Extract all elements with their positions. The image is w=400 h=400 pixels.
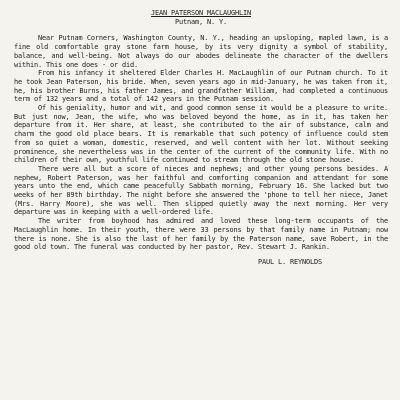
paragraph-1: Near Putnam Corners, Washington County, N. Y., heading an upsloping, mapled lawn, is a fine old comfortable gray stone farm house, by its very dignity a symbol of stability, balance, and well-being. Not always do our abodes delineate the character of the dwellers within. This one does - or did. <box>14 34 388 69</box>
paragraph-4: There were all but a score of nieces and nephews; and other young persons besides. A nephew, Robert Paterson, was her faithful and comforting companion and attendant for some years unto the end, which came peacefully Sabbath morning, February 16. She lacked but two weeks of her 89th birthday. The night before she answered the 'phone to tell her niece, Janet (Mrs. Harry Moore), she was well. Then slipped quietly away the next morning. Her very departure was in keeping with a well-ordered life. <box>14 164 388 217</box>
author-signature: PAUL L. REYNOLDS <box>258 257 322 266</box>
document-title: JEAN PATERSON MACLAUGHLIN <box>151 9 251 17</box>
paragraph-5: The writer from boyhood has admired and loved these long-term occupants of the MacLaughlin home. In their youth, there were 33 persons by that family name in Putnam; now there is none. She is also the last of her family by the Paterson name, save Robert, in the good old town. The funeral was conducted by her pastor, Rev. Stewart J. Rankin. <box>14 217 388 252</box>
paragraph-3: Of his geniality, humor and wit, and good common sense it would be a pleasure to write. But just now, Jean, the wife, who was beloved beyond the home, as in it, has taken her departure from it. Her share, at least, she contributed to the air of substance, calm and charm the good old place bears. It is remarkable that such potency of influence could stem from so quiet a woman, domestic, reserved, and well content with her lot. Without seeking prominence, she nevertheless was in the center of the current of the community life. With no children of their own, youthful life continued to stream through the old stone house. <box>14 104 388 165</box>
paragraph-2: From his infancy it sheltered Elder Charles H. MacLaughlin of our Putnam church. To it he took Jean Paterson, his bride. When, seven years ago in mid-January, he was taken from it, he, his brother Burns, his father James, and grandfather William, had completed a continuous term of 132 years and a total of 142 years in the Putnam session. <box>14 69 388 104</box>
document-location: Putnam, N. Y. <box>175 17 227 26</box>
